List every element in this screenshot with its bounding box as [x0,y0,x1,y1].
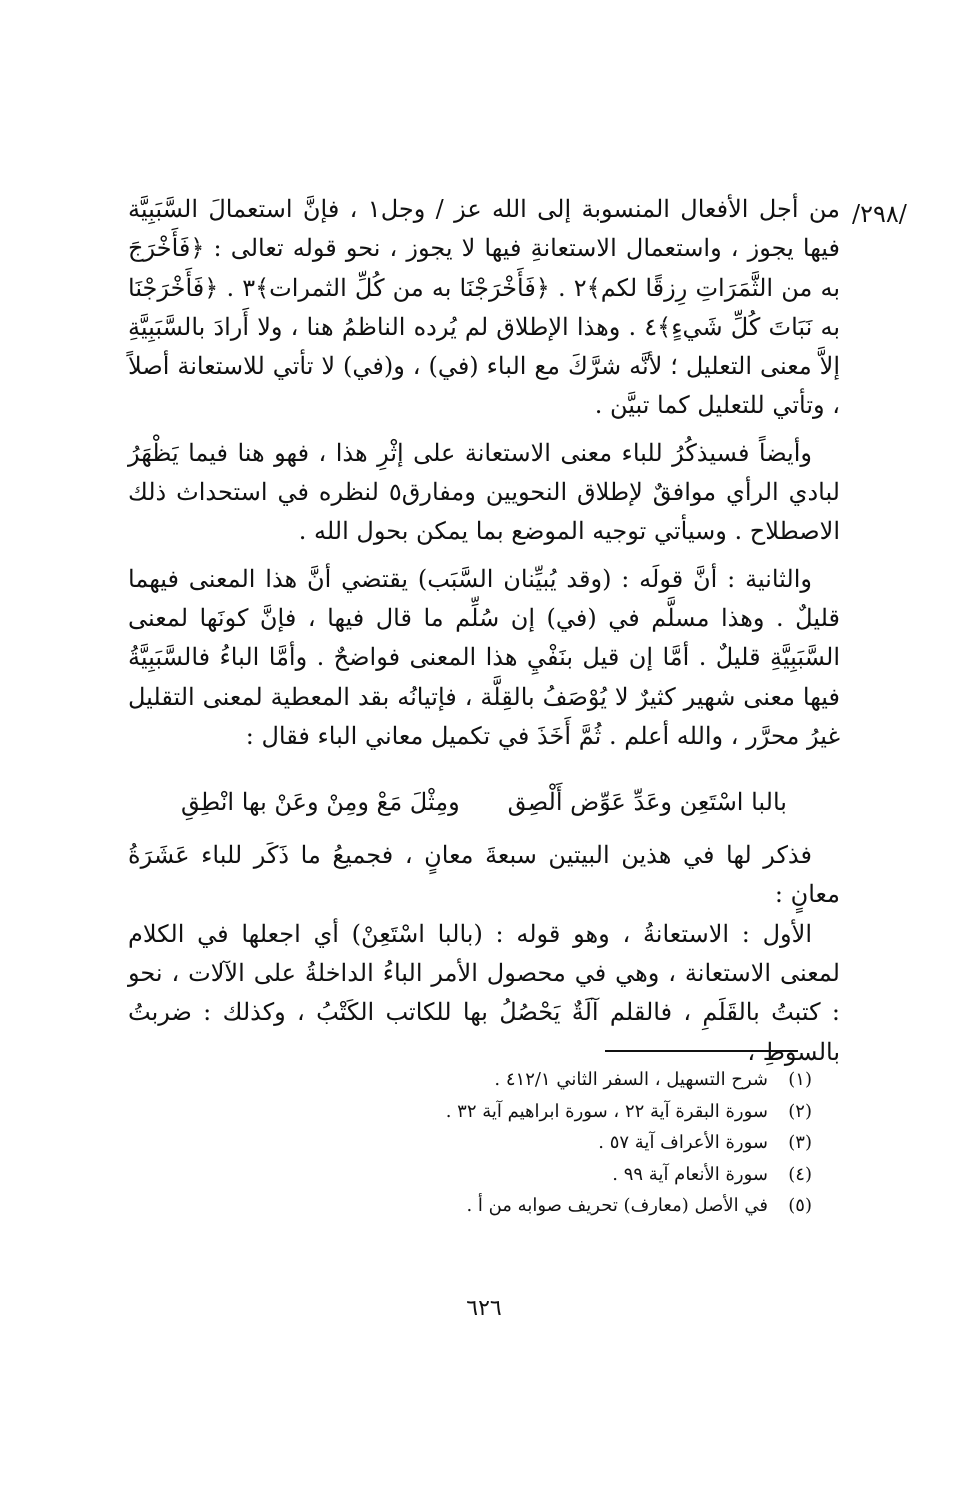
footnote-text: شرح التسهيل ، السفر الثاني ٤١٢/١ . [494,1069,768,1090]
paragraph-1: من أجل الأفعال المنسوبة إلى الله عز / وجل١ ، فإنَّ استعمالَ السَّبَبِيَّة فيها يجوز ، واستعمال الاستعانةِ فيها لا يجوز ، نحو قوله تعالى : ﴿فَأَخْرَجَ به من الثَّمَرَاتِ رِزقًا لكم﴾٢ . ﴿فَأَخْرَجْنَا به من كُلِّ الثمرات﴾٣ . ﴿فَأَخْرَجْنَا به نَبَاتَ كُلِّ شَيءٍ﴾٤ . وهذا الإطلاق لم يُرده الناظمُ هنا ، ولا أَرادَ بالسَّبَبِيَّةِ إلاَّ معنى التعليل ؛ لأنَّه شرَّكَ مع الباء (في) ، و(في) لا تأتي للاستعانة أصلاً ، وتأتي للتعليل كما تبيَّن . [128,195,840,420]
footnote [300,1064,812,1096]
footnote-number: (٢) [788,1100,812,1122]
verse-second-hemistich: ومِثْلَ مَعْ ومِنْ وعَنْ بها انْطِقِ [181,788,460,817]
footnotes [300,1064,812,1222]
paragraph-2: وأيضاً فسيذكُرُ للباء معنى الاستعانة على إثْرِ هذا ، فهو هنا فيما يَظْهَرُ لبادي الرأي موافقٌ لإطلاق النحويين ومفارق٥ لنظره في استحداث ذلك الاصطلاح . وسيأتي توجيه الموضع بما يمكن بحول الله . [128,438,840,546]
paragraph-4: فذكر لها في هذين البيتين سبعةَ معانٍ ، فجميعُ ما ذَكَر للباء عَشَرَةُ معانٍ : [128,841,840,909]
margin-page-reference: /٢٩٨/ [852,200,907,228]
footnote [300,1127,812,1159]
footnote [300,1096,812,1128]
footnote-text: في الأصل (معارف) تحريف صوابه من أ . [466,1195,768,1217]
footnote-text: سورة الأنعام آية ٩٩ . [612,1163,768,1185]
footnote-number: (٥) [788,1195,812,1217]
footnote-separator [605,1050,798,1052]
main-text [128,190,840,1072]
verse-first-hemistich: بالبا اسْتَعِن وعَدِّ عَوِّض أَلْصِق [507,788,787,817]
footnote-number: (١) [788,1069,812,1090]
page-number: ٦٢٦ [466,1296,502,1321]
footnote-number: (٤) [788,1163,812,1185]
footnote [300,1190,812,1222]
paragraph-5: الأول : الاستعانةُ ، وهو قوله : (بالبا اسْتَعِنْ) أي اجعلها في الكلام لمعنى الاستعانة ، وهي في محصول الأمر الباءُ الداخلةُ على الآلات ، نحو : كتبتُ بالقَلَمِ ، فالقلم آلَةٌ يَحْصُلُ بها للكاتب الكَتْبُ ، وكذلك : ضربتُ بالسوطِ ، [128,919,840,1066]
footnote-number: (٣) [788,1132,812,1154]
poem-verse [128,782,840,822]
footnote [300,1159,812,1191]
footnote-text: سورة الأعراف آية ٥٧ . [598,1132,768,1154]
paragraph-3: والثانية : أنَّ قولَه : (وقد يُبيِّنان السَّبَب) يقتضي أنَّ هذا المعنى فيهما قليلٌ . وهذا مسلَّم في (في) إن سُلِّم ما قال فيها ، فإنَّ كونَها لمعنى السَّبَبِيَّةِ قليلٌ . أمَّا إن قيل بنَفْيِ هذا المعنى فواضحٌ . وأمَّا الباءُ فالسَّبَبِيَّةُ فيها معنى شهير كثيرٌ لا يُوْصَفُ بالقِلَّة ، فإتيانُه بقد المعطية لمعنى التقليل غيرُ محرَّر ، والله أعلم . ثُمَّ أَخَذَ في تكميل معاني الباء فقال : [128,564,840,750]
footnote-text: سورة البقرة آية ٢٢ ، سورة ابراهيم آية ٣٢ . [445,1100,768,1122]
